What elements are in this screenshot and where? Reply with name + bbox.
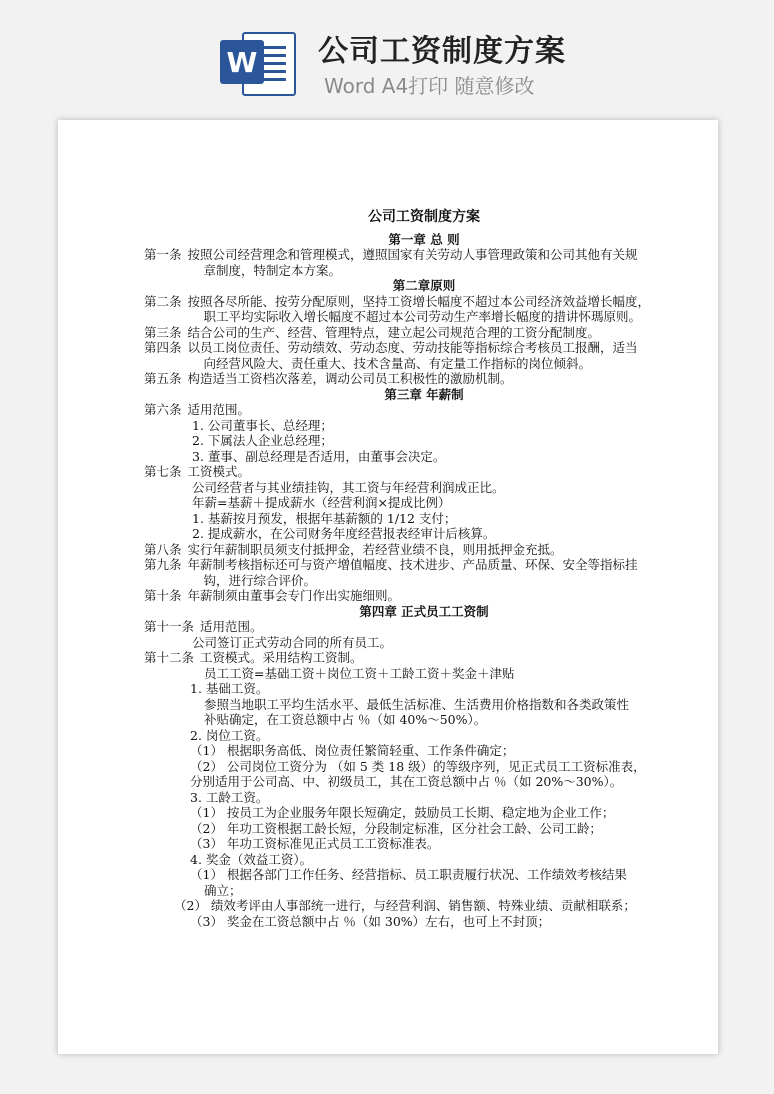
article-text: 工资模式。 [187,464,251,479]
article-label: 第八条 [144,541,182,557]
list-item: 确立； [204,882,242,898]
article-text: 职工平均实际收入增长幅度不超过本公司劳动生产率增长幅度的措讲怀瑪原则。 [203,309,642,324]
list-item: （1） 按员工为企业服务年限长短确定，鼓励员工长期、稳定地为企业工作； [190,805,615,820]
article-text: 年薪制须由董事会专门作出实施细则。 [187,588,401,603]
article [144,650,704,666]
list-item: （2） 绩效考评由人事部统一进行，与经营利润、销售额、特殊业绩、贡献相联系； [174,898,636,913]
article [144,340,704,371]
paragraph: 公司经营者与其业绩挂钩，其工资与年经营利润成正比。 [192,479,505,495]
word-logo-letter: W [220,40,264,84]
list-item: （3） 奖金在工资总额中占 ％（如 30%）左右，也可上不封顶； [190,913,551,929]
section-title: 3. 工龄工资。 [190,789,269,805]
article-text: 适用范围。 [187,402,251,417]
article-text: 按照各尽所能、按劳分配原则，坚持工资增长幅度不超过本公司经济效益增长幅度， [187,293,651,309]
article [144,371,704,387]
paragraph: 公司签订正式劳动合同的所有员工。 [192,634,393,650]
list-item: 分别适用于公司高、中、初级员工，其在工资总额中占 ％（如 20%～30%）。 [190,774,623,789]
list-item: （3） 年功工资标准见正式员工工资标准表。 [190,836,440,851]
article [144,557,704,588]
list-item: （1） 根据各部门工作任务、经营指标、员工职责履行状况、工作绩效考核结果 [190,867,627,882]
chapter-heading: 第二章原则 [392,278,456,293]
list-item: 2. 下属法人企业总经理； [192,433,333,448]
article-label: 第十一条 [144,619,195,634]
article-text: 章制度，特制定本方案。 [203,262,342,278]
section-title: 1. 基础工资。 [190,681,269,696]
article-text: 实行年薪制职员须支付抵押金，若经营业绩不良，则用抵押金充抵。 [187,541,563,557]
word-logo-icon [220,26,294,96]
article-text: 以员工岗位责任、劳动绩效、劳动态度、劳动技能等指标综合考核员工报酬，适当 [187,340,638,355]
article-text: 年薪制考核指标还可与资产增值幅度、技术进步、产品质量、环保、安全等指标挂 [187,557,638,572]
article [144,294,704,325]
document-page [58,120,718,1054]
section-title: 4. 奖金（效益工资）。 [190,851,313,867]
list-item: （1） 根据职务高低、岗位责任繁简轻重、工作条件确定； [190,743,515,758]
banner [0,0,774,110]
article [144,588,704,604]
article-text: 结合公司的生产、经营、管理特点，建立起公司规范合理的工资分配制度。 [187,324,601,340]
article-label: 第十二条 [144,650,195,665]
article-text: 按照公司经营理念和管理模式，遵照国家有关劳动人事管理政策和公司其他有关规 [187,247,638,262]
paragraph: 参照当地职工平均生活水平、最低生活标准、生活费用价格指数和各类政策性 [204,696,630,712]
list-item: 1. 公司董事长、总经理； [192,417,333,433]
article-label: 第七条 [144,464,182,479]
list-item: 3. 董事、副总经理是否适用，由董事会决定。 [192,448,446,464]
list-item: 2. 提成薪水，在公司财务年度经营报表经审计后核算。 [192,526,496,541]
document-content [144,200,704,929]
document-title: 公司工资制度方案 [368,209,480,225]
banner-subtitle: Word A4打印 随意修改 [324,74,535,98]
article-label: 第十条 [144,588,182,603]
article-label: 第四条 [144,340,182,355]
article [144,619,704,635]
article-label: 第一条 [144,247,182,262]
formula: 员工工资=基础工资＋岗位工资＋工龄工资＋奖金＋津贴 [204,665,515,681]
article-label: 第五条 [144,371,182,386]
article [144,402,704,418]
article-text: 构造适当工资档次落差，调动公司员工积极性的激励机制。 [187,371,513,386]
list-item: 1. 基薪按月预发，根据年基薪额的 1/12 支付； [192,510,457,526]
article-text: 钩，进行综合评价。 [203,572,317,588]
article [144,247,704,278]
article [144,325,704,341]
article-label: 第二条 [144,293,182,309]
article-label: 第九条 [144,557,182,572]
chapter-heading: 第三章 年薪制 [384,386,464,402]
chapter-heading: 第四章 正式员工工资制 [359,603,489,619]
banner-title: 公司工资制度方案 [318,34,566,69]
article [144,464,704,480]
article-text: 适用范围。 [200,619,263,634]
chapter-heading: 第一章 总 则 [388,231,460,247]
paragraph: 补贴确定，在工资总额中占 ％（如 40%～50%）。 [204,712,487,727]
list-item: （2） 年功工资根据工龄长短，分段制定标准，区分社会工龄、公司工龄； [190,820,602,836]
article-label: 第六条 [144,402,182,417]
list-item: （2） 公司岗位工资分为 （如 5 类 18 级）的等级序列，见正式员工工资标准表， [190,758,646,774]
article-text: 工资模式。采用结构工资制。 [200,650,363,665]
article-label: 第三条 [144,324,182,340]
section-title: 2. 岗位工资。 [190,727,269,743]
article [144,542,704,558]
article-text: 向经营风险大、责任重大、技术含量高、有定量工作指标的岗位倾斜。 [203,355,592,371]
formula: 年薪=基薪＋提成薪水（经营利润×提成比例） [192,495,451,510]
